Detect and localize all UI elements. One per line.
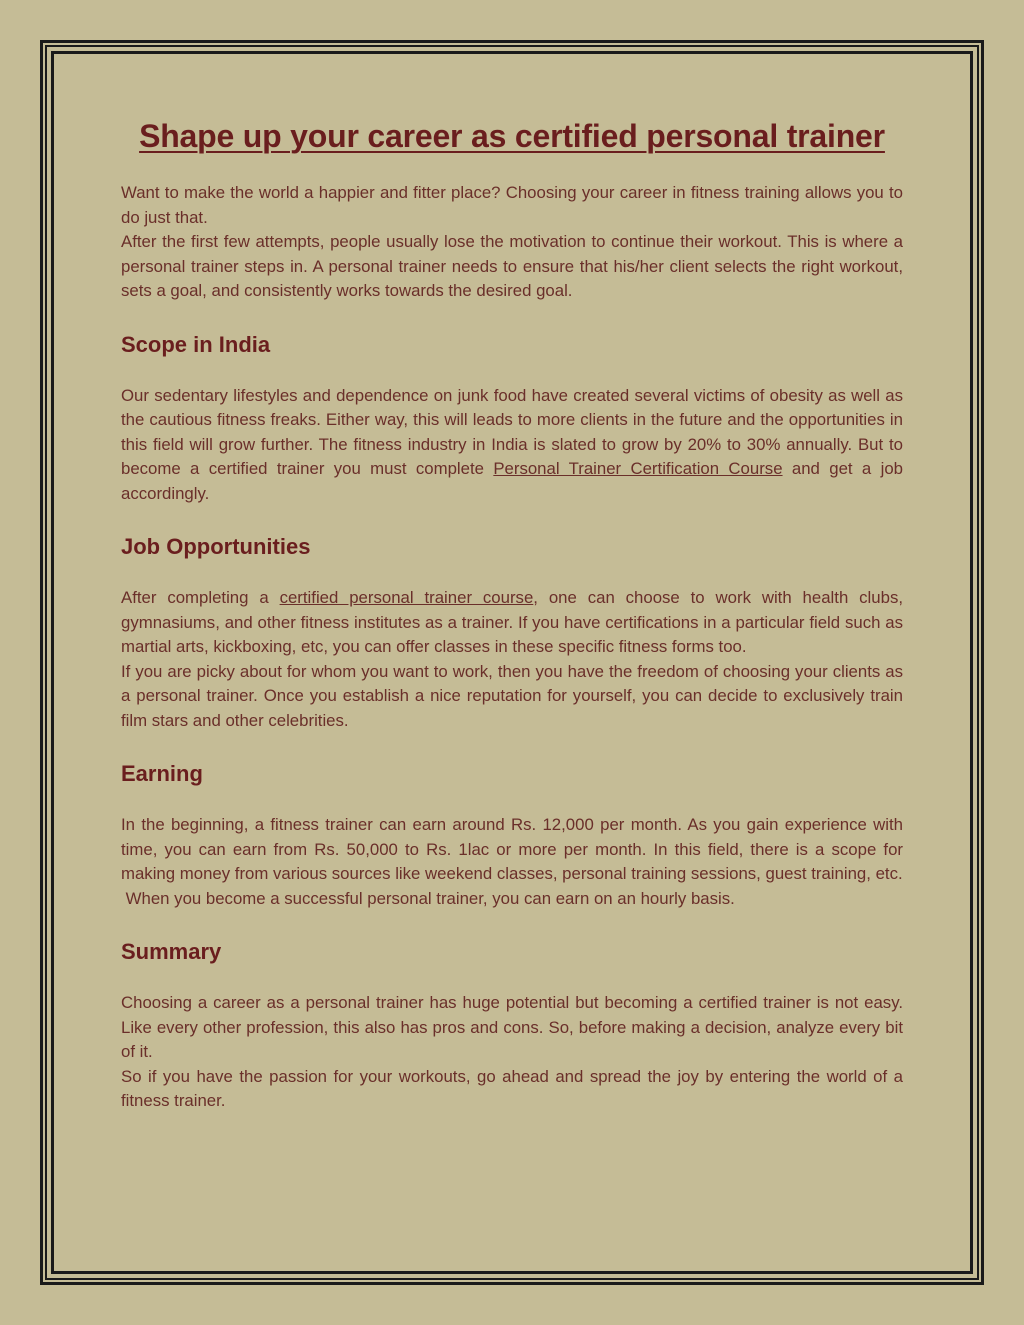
intro-paragraph-1: Want to make the world a happier and fitter place? Choosing your career in fitness training allows you to do just that.	[121, 183, 903, 227]
scope-text-end: and get a job accordingly.	[121, 459, 903, 503]
earning-paragraph-1: In the beginning, a fitness trainer can earn around Rs. 12,000 per month. As you gain experience with time, you can earn from Rs. 50,000 to Rs. 1lac or more per month. In this field, there is a scope for making money from various sources like weekend classes, personal training sessions, guest training, etc.	[121, 815, 903, 883]
heading-summary: Summary	[121, 939, 222, 964]
certified-personal-trainer-course-link[interactable]: certified personal trainer course	[279, 588, 534, 607]
summary-paragraph-2: So if you have the passion for your workouts, go ahead and spread the joy by entering the world of a fitness trainer.	[121, 1066, 903, 1110]
personal-trainer-certification-course-link[interactable]: Personal Trainer Certification Course	[493, 459, 783, 478]
earning-paragraph-2	[121, 887, 903, 912]
heading-earning: Earning	[121, 761, 203, 786]
heading-scope-in-india: Scope in India	[121, 331, 271, 357]
jobs-paragraph-1	[121, 586, 903, 660]
page-title: Shape up your career as certified personal trainer	[139, 118, 885, 154]
intro-paragraph-2: After the first few attempts, people usually lose the motivation to continue their workout. This is where a personal trainer steps in. A personal trainer needs to ensure that his/her client selects the right workout, sets a goal, and consistently works towards the desired goal.	[121, 232, 903, 300]
intro-section	[121, 181, 903, 304]
scope-text: Our sedentary lifestyles and dependence on junk food have created several victims of obesity as well as the cautious fitness freaks. Either way, this will leads to more clients in the future and the opportunities in this field will grow further. The fitness industry in India is slated to grow by 20% to 30% annually. But to become a certified trainer you must complete	[121, 385, 903, 478]
heading-job-opportunities: Job Opportunities	[121, 534, 311, 559]
jobs-text-end: , one can choose to work with health clubs, gymnasiums, and other fitness institutes as a trainer. If you have certifications in a particular field such as martial arts, kickboxing, etc, you can offer classes in these specific fitness forms too.	[121, 588, 903, 656]
summary-paragraph-1: Choosing a career as a personal trainer has huge potential but becoming a certified trainer is not easy. Like every other profession, this also has pros and cons. So, before making a decision, analyze every bit of it.	[121, 993, 903, 1061]
scope-paragraph	[121, 384, 903, 507]
jobs-text: After completing a	[121, 588, 280, 607]
document-body	[121, 118, 903, 1114]
jobs-paragraph-2: If you are picky about for whom you want to work, then you have the freedom of choosing your clients as a personal trainer. Once you establish a nice reputation for yourself, you can decide to exclusively train film stars and other celebrities.	[121, 661, 903, 730]
earning-paragraph-2-text: When you become a successful personal trainer, you can earn on an hourly basis.	[125, 888, 735, 908]
